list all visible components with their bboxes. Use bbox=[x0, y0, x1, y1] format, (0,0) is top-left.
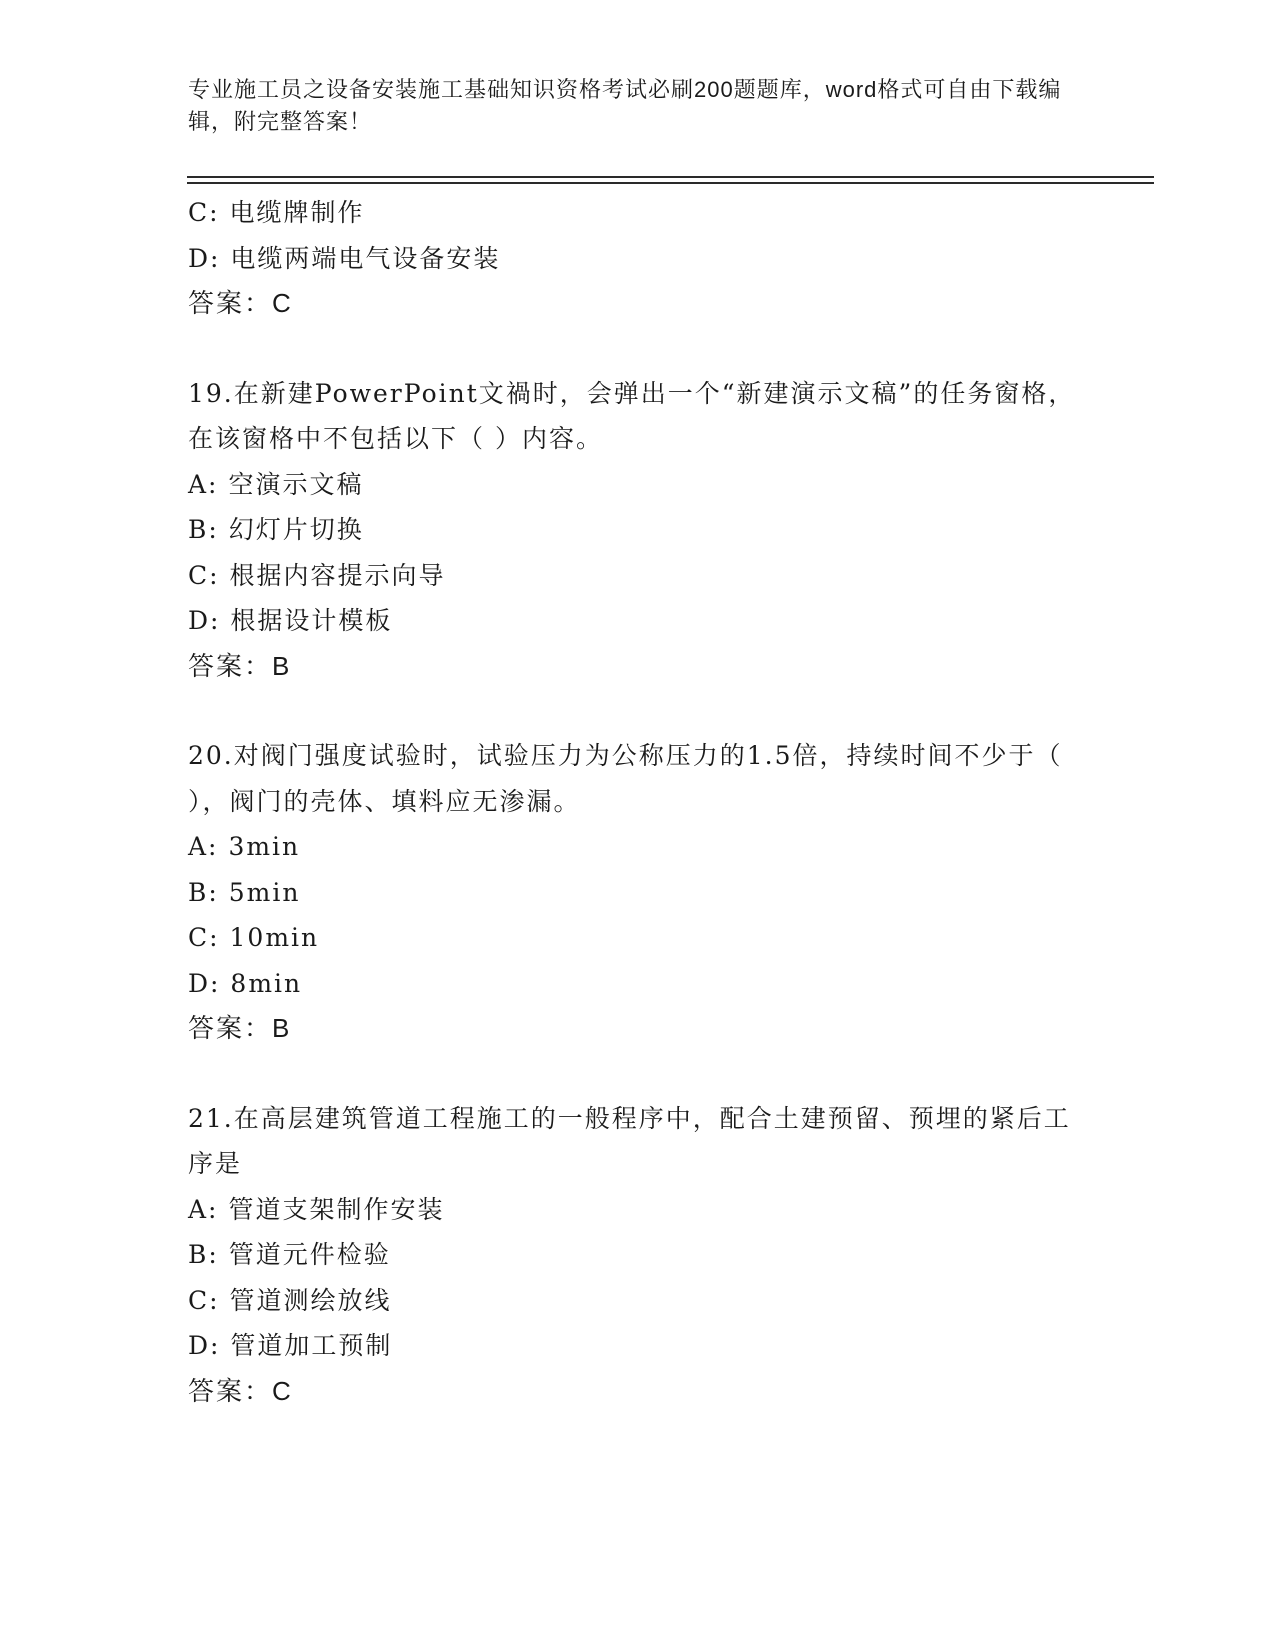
question-text: 20.对阀门强度试验时，试验压力为公称压力的1.5倍，持续时间不少于（ ），阀门的壳体、填料应无渗漏。 bbox=[188, 741, 1063, 816]
header-rule-bottom bbox=[187, 182, 1154, 184]
option-b: B: 幻灯片切换 bbox=[188, 515, 364, 544]
question-19 bbox=[188, 371, 1088, 690]
question-continued bbox=[188, 190, 1088, 327]
answer: 答案：C bbox=[188, 288, 293, 318]
option-d: D: 管道加工预制 bbox=[188, 1331, 393, 1360]
option-a: A: 空演示文稿 bbox=[188, 469, 364, 499]
option-d: D: 根据设计模板 bbox=[188, 606, 393, 635]
option-b: B: 管道元件检验 bbox=[188, 1240, 391, 1269]
header-rule-top bbox=[187, 176, 1154, 178]
option-c: C: 电缆牌制作 bbox=[188, 198, 365, 227]
option-c: C: 根据内容提示向导 bbox=[188, 560, 446, 590]
option-d: D: 8min bbox=[188, 968, 303, 998]
option-b: B: 5min bbox=[188, 877, 301, 907]
question-list bbox=[188, 190, 1088, 1414]
question-text: 21.在高层建筑管道工程施工的一般程序中，配合土建预留、预埋的紧后工序是 bbox=[188, 1103, 1071, 1178]
option-c: C: 管道测绘放线 bbox=[188, 1285, 392, 1315]
page-header: 专业施工员之设备安装施工基础知识资格考试必刷200题题库，word格式可自由下载编辑，附完整答案！ bbox=[188, 77, 1062, 134]
option-d: D: 电缆两端电气设备安装 bbox=[188, 243, 501, 273]
question-20 bbox=[188, 733, 1088, 1052]
answer: 答案：B bbox=[188, 1013, 292, 1043]
option-a: A: 3min bbox=[188, 832, 301, 861]
option-a: A: 管道支架制作安装 bbox=[188, 1194, 445, 1224]
answer: 答案：B bbox=[188, 650, 292, 681]
question-text: 19.在新建PowerPoint文禍时，会弹出一个“新建演示文稿”的任务窗格，在该窗格中不包括以下（ ）内容。 bbox=[188, 378, 1076, 453]
answer: 答案：C bbox=[188, 1375, 293, 1406]
question-21 bbox=[188, 1096, 1088, 1415]
option-c: C: 10min bbox=[188, 923, 320, 952]
